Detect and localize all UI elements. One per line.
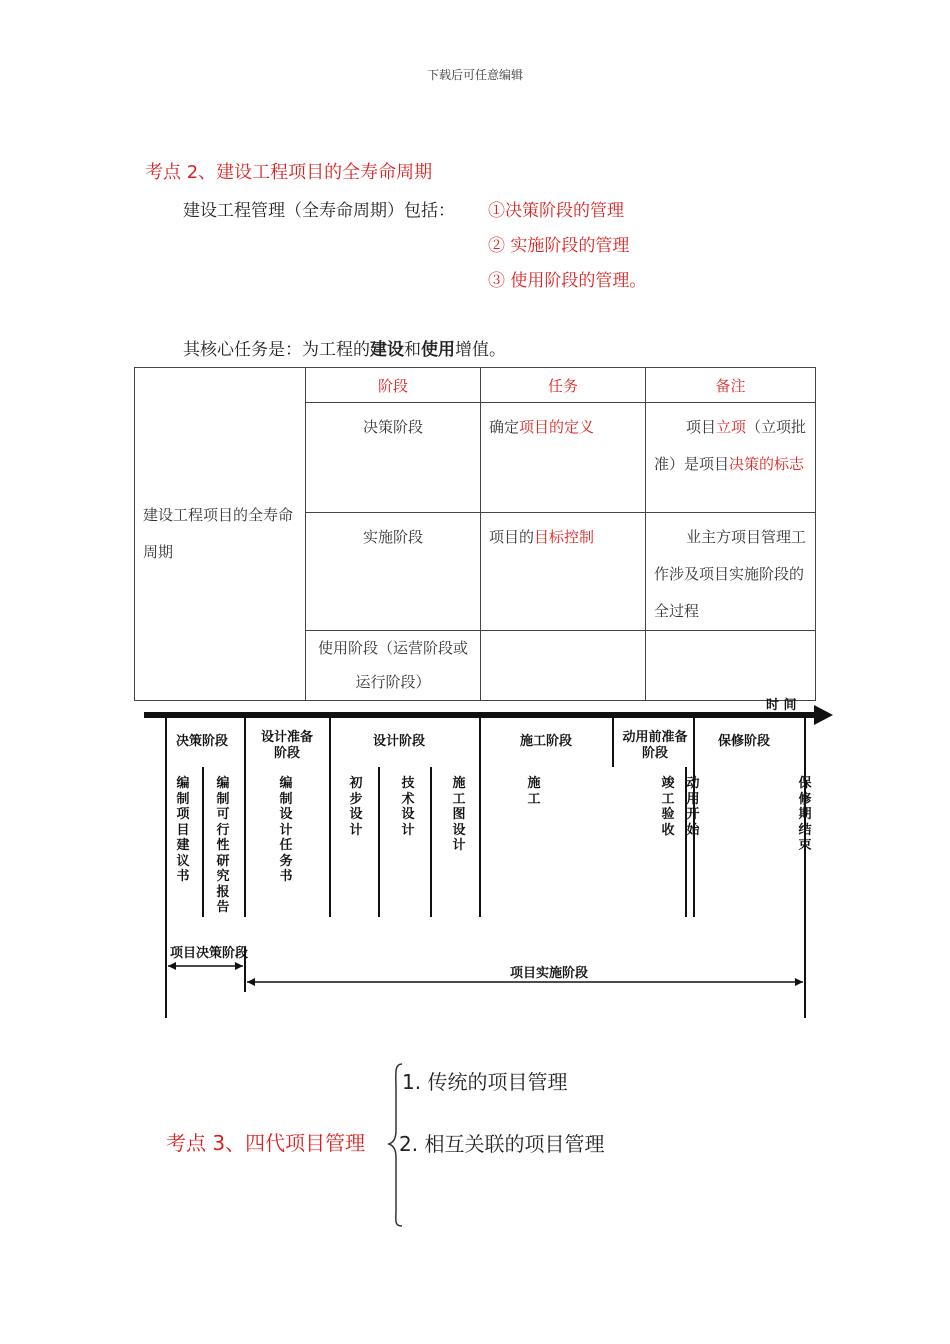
phase-design-prep: 设计准备阶段 [260,730,313,761]
phase-design: 设计阶段 [373,734,426,749]
note-cell [646,631,816,701]
section3-title: 考点 3、四代项目管理 [166,1131,366,1155]
header-task: 任务 [481,368,646,403]
decision-span-label: 项目决策阶段 [170,946,249,961]
table-row-header: 建设工程项目的全寿命周期 [135,368,306,701]
section2-title: 考点 2、建设工程项目的全寿命周期 [145,162,433,183]
time-label: 时 间 [766,698,797,713]
task-technical-design: 技术设计 [401,776,415,838]
time-arrow-head [814,705,833,725]
task-cell: 确定项目的定义 [481,403,646,513]
task-construction-drawings: 施工图设计 [452,776,466,853]
core-task: 其核心任务是：为工程的建设和使用增值。 [183,340,506,360]
lifecycle-table [134,367,816,701]
task-proposal: 编制项目建议书 [176,776,190,884]
option-2: ② 实施阶段的管理 [488,236,630,256]
task-preliminary-design: 初步设计 [349,776,363,838]
header-stage: 阶段 [306,368,481,403]
task-cell: 项目的目标控制 [481,513,646,631]
implementation-span-label: 项目实施阶段 [510,966,589,981]
task-completion-acceptance: 竣工验收 [661,776,675,838]
gen-item-1: 1. 传统的项目管理 [402,1070,568,1094]
phase-construction: 施工阶段 [520,734,573,749]
note-cell: 业主方项目管理工作涉及项目实施阶段的全过程 [646,513,816,631]
header-note: 备注 [646,368,816,403]
gen-item-2: 2. 相互关联的项目管理 [399,1132,605,1156]
option-1: ①决策阶段的管理 [488,201,624,221]
stage-cell: 决策阶段 [306,403,481,513]
task-warranty-end: 保修期结束 [798,776,812,853]
header-note: 下载后可任意编辑 [426,68,523,82]
task-feasibility: 编制可行性研究报告 [216,776,230,915]
section2-intro: 建设工程管理（全寿命周期）包括： [183,201,455,221]
phase-pre-operation: 动用前准备阶段 [622,730,688,761]
task-operation-start: 动用开始 [686,776,700,838]
phase-decision: 决策阶段 [176,734,229,749]
stage-cell: 使用阶段（运营阶段或运行阶段） [306,631,481,701]
project-timeline-diagram [138,692,838,1022]
option-3: ③ 使用阶段的管理。 [488,271,647,291]
task-design-brief: 编制设计任务书 [279,776,293,884]
phase-warranty: 保修阶段 [718,734,771,749]
stage-cell: 实施阶段 [306,513,481,631]
task-construction: 施工 [527,776,541,807]
task-cell [481,631,646,701]
note-cell: 项目立项（立项批准）是项目决策的标志 [646,403,816,513]
